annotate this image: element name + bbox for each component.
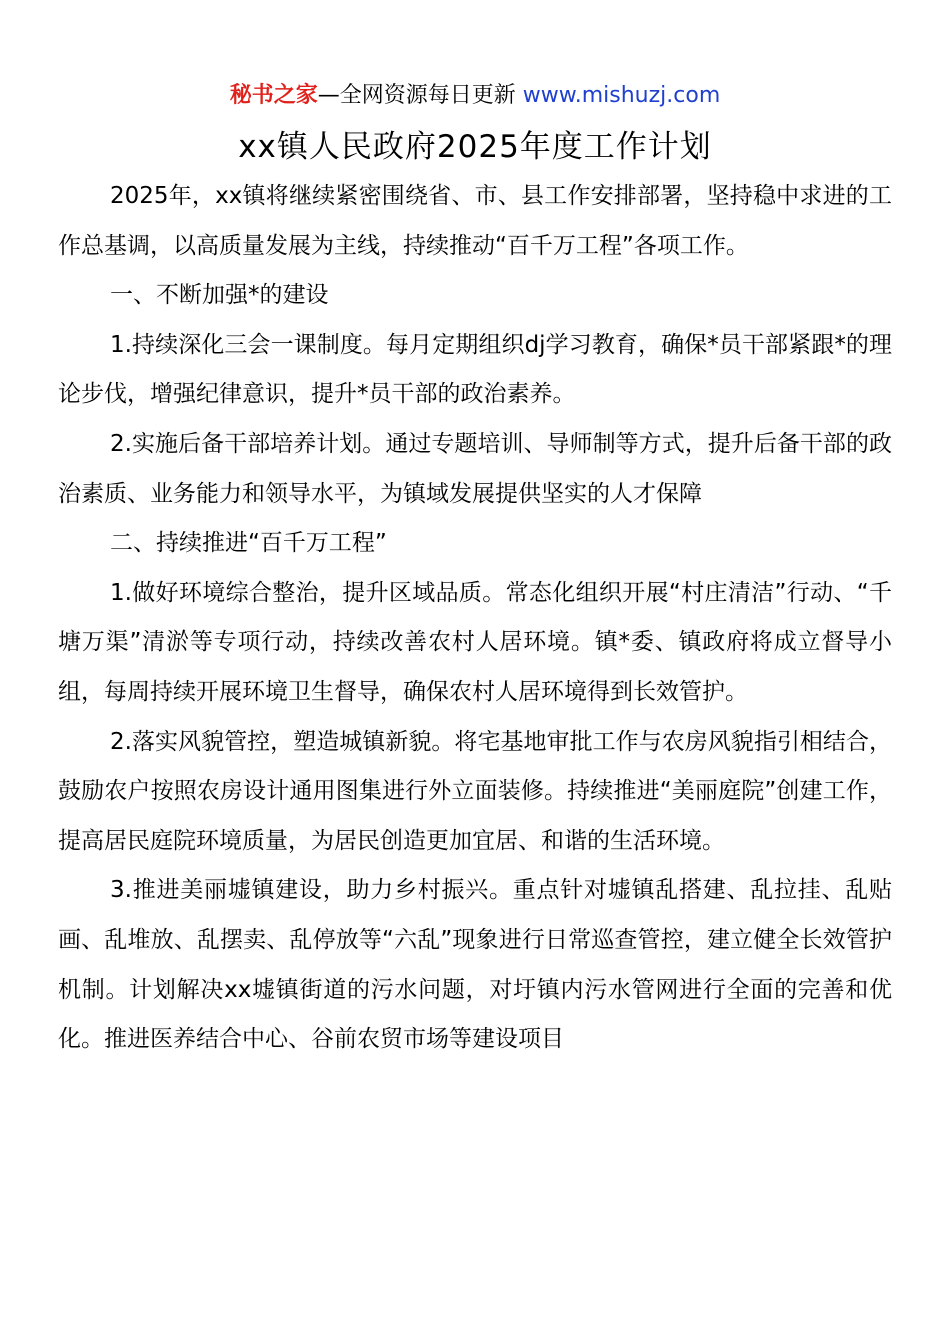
brand-name: 秘书之家 xyxy=(229,83,318,108)
intro-paragraph: 2025年，xx镇将继续紧密围绕省、市、县工作安排部署，坚持稳中求进的工作总基调，以高质量发展为主线，持续推动“百千万工程”各项工作。 xyxy=(58,183,892,259)
paragraph: 2.落实风貌管控，塑造城镇新貌。将宅基地审批工作与农房风貌指引相结合，鼓励农户按照农房设计通用图集进行外立面装修。持续推进“美丽庭院”创建工作，提高居民庭院环境质量，为居民创造更加宜居、和谐的生活环境。 xyxy=(58,728,892,854)
paragraph: 1.持续深化三会一课制度。每月定期组织dj学习教育，确保*员干部紧跟*的理论步伐，增强纪律意识，提升*员干部的政治素养。 xyxy=(58,331,892,408)
paragraph: 2.实施后备干部培养计划。通过专题培训、导师制等方式，提升后备干部的政治素质、业务能力和领导水平，为镇域发展提供坚实的人才保障 xyxy=(58,430,892,507)
section-heading-2: 二、持续推进“百千万工程” xyxy=(110,530,387,557)
paragraph: 1.做好环境综合整治，提升区域品质。常态化组织开展“村庄清洁”行动、“千塘万渠”清淤等专项行动，持续改善农村人居环境。镇*委、镇政府将成立督导小组，每周持续开展环境卫生督导，确保农村人居环境得到长效管护。 xyxy=(58,579,892,705)
document-body xyxy=(58,172,892,1065)
site-url-link[interactable]: www.mishuzj.com xyxy=(522,83,721,108)
header-tagline: —全网资源每日更新 xyxy=(317,83,523,108)
document-title: xx镇人民政府2025年度工作计划 xyxy=(238,129,712,165)
section-heading-1: 一、不断加强*的建设 xyxy=(110,282,329,309)
paragraph: 3.推进美丽墟镇建设，助力乡村振兴。重点针对墟镇乱搭建、乱拉挂、乱贴画、乱堆放、乱摆卖、乱停放等“六乱”现象进行日常巡查管控，建立健全长效管护机制。计划解决xx墟镇街道的污水问题，对圩镇内污水管网进行全面的完善和优化。推进医养结合中心、谷前农贸市场等建设项目 xyxy=(58,877,892,1053)
site-header xyxy=(0,80,950,112)
